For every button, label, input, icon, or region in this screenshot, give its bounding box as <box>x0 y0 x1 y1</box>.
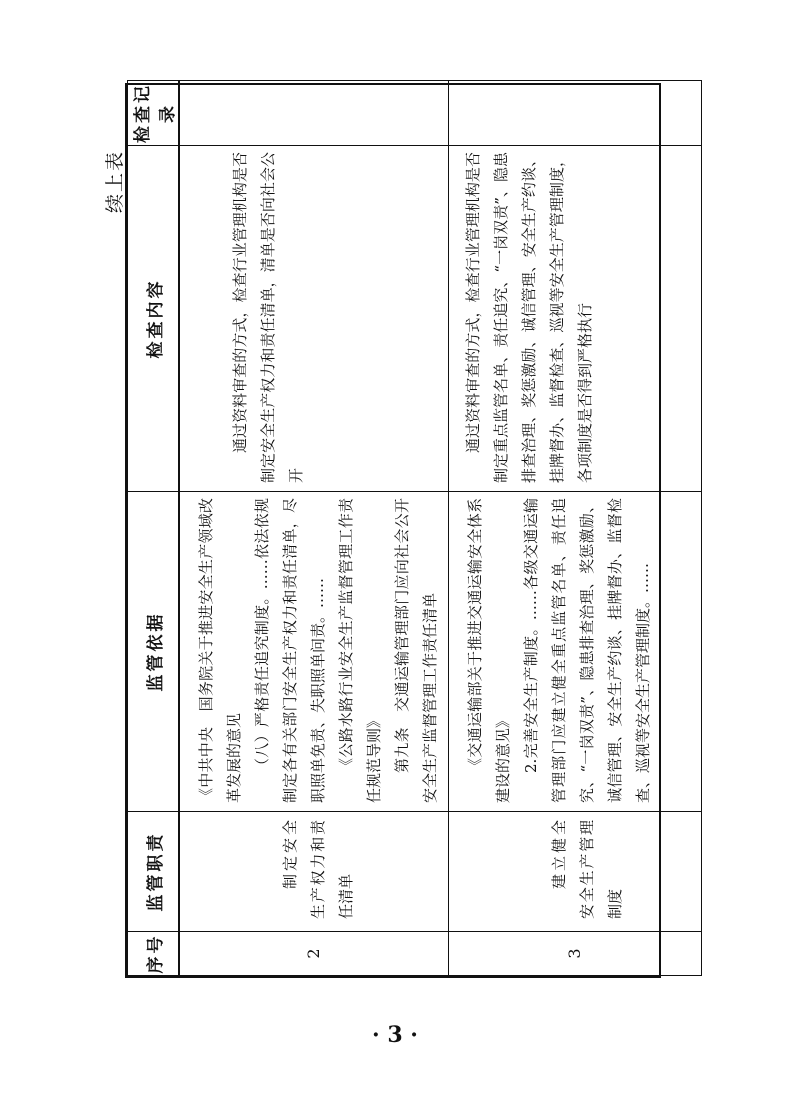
continued-table-label: 续上表 <box>104 149 126 213</box>
row-duty <box>449 812 702 932</box>
row-content <box>179 146 449 492</box>
basis-paragraph: 《交通运输部关于推进交通运输安全体系建设的意见》 <box>466 498 512 803</box>
header-record: 检查记录 <box>128 81 180 146</box>
table-row <box>179 81 449 976</box>
content-text: 通过资料审查的方式，检查行业管理机构是否制定重点监管名单、责任追究、“一岗双责”、隐患排查治理、奖惩激励、诚信管理、安全生产约谈、挂牌督办、监督检查、巡视等安全生产管理制度，各项制度是否得到严格执行 <box>464 152 594 483</box>
content-text: 通过资料审查的方式，检查行业管理机构是否制定安全生产权力和责任清单，清单是否向社会公开 <box>231 152 305 483</box>
duty-text: 制定安全生产权力和责任清单 <box>281 820 355 919</box>
header-content: 检查内容 <box>128 146 180 492</box>
header-row <box>128 81 180 976</box>
inspection-table-frame <box>125 83 661 978</box>
row-basis <box>449 492 702 812</box>
header-duty: 监管职责 <box>128 812 180 932</box>
basis-paragraph: 第九条 交通运输管理部门应向社会公开安全生产监督管理工作责任清单 <box>393 498 439 803</box>
inspection-table <box>127 80 702 976</box>
row-record <box>179 81 449 146</box>
basis-paragraph: （八）严格责任追究制度。……依法依规制定各有关部门安全生产权力和责任清单，尽职照单免责、失职照单问责。…… <box>253 498 327 803</box>
table-row <box>449 81 702 976</box>
row-seq: 3 <box>449 932 702 976</box>
header-seq: 序号 <box>128 932 180 976</box>
row-record <box>449 81 702 146</box>
basis-paragraph: 2.完善安全生产制度。……各级交通运输管理部门应建立健全重点监管名单、责任追究、“一岗双责”、隐患排查治理、奖惩激励、诚信管理、安全生产约谈、挂牌督办、监督检查、巡视等安全生产管理制度。…… <box>522 498 652 803</box>
row-seq: 2 <box>179 932 449 976</box>
row-content <box>449 146 702 492</box>
basis-paragraph: 《中共中央 国务院关于推进安全生产领域改革发展的意见 <box>197 498 243 803</box>
duty-text: 建立健全安全生产管理制度 <box>550 820 624 919</box>
header-basis: 监管依据 <box>128 492 180 812</box>
basis-paragraph: 《公路水路行业安全生产监督管理工作责任规范导则》 <box>337 498 383 803</box>
page-number: · 3 · <box>372 1022 418 1048</box>
row-duty <box>179 812 449 932</box>
row-basis <box>179 492 449 812</box>
